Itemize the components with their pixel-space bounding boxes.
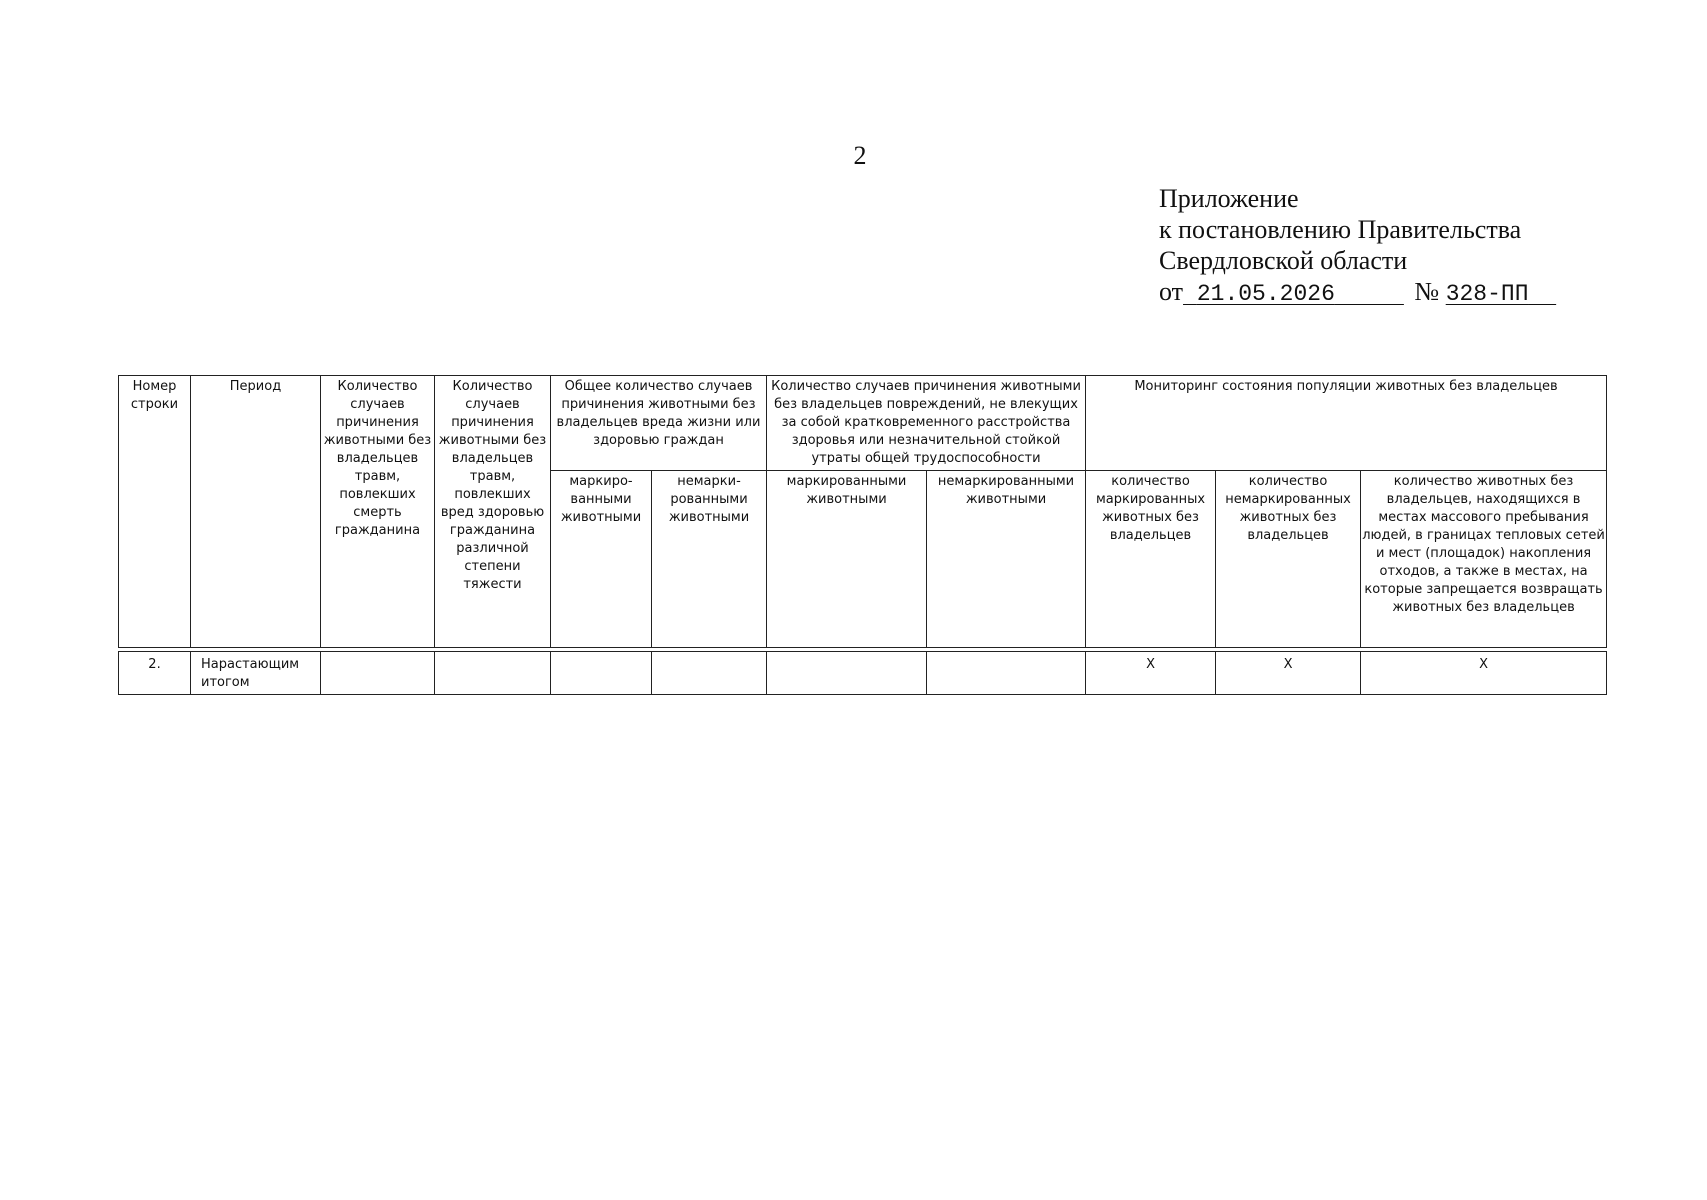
resolution-date [1183, 281, 1404, 307]
report-table [118, 375, 1607, 695]
date-prefix: от [1159, 277, 1184, 306]
appendix-resolution: к постановлению Правительства [1159, 215, 1522, 244]
cell-mon-places: X [1361, 652, 1607, 695]
cell-minor-marked [767, 652, 927, 695]
cell-row-number: 2. [119, 652, 191, 695]
table-header-row-1 [119, 376, 1607, 471]
header-total-unmarked: немарки-рованными животными [652, 471, 767, 648]
cell-harm [435, 652, 551, 695]
header-total-marked: маркиро-ванными животными [551, 471, 652, 648]
table-row [119, 652, 1607, 695]
appendix-block [1159, 183, 1579, 310]
header-minor-marked: маркированными животными [767, 471, 927, 648]
header-mon-places: количество животных без владельцев, находящихся в местах массового пребывания людей, в границах тепловых сетей и мест (площадок) накопления отходов, а также в местах, на которые запрещается возвращать животных без владельцев [1361, 471, 1607, 648]
header-harm: Количество случаев причинения животными без владельцев травм, повлекших вред здоровью гражданина различной степени тяжести [435, 376, 551, 648]
cell-period: Нарастающим итогом [191, 652, 321, 695]
appendix-title: Приложение [1159, 184, 1299, 213]
header-deaths: Количество случаев причинения животными без владельцев травм, повлекших смерть гражданина [321, 376, 435, 648]
page-number: 2 [853, 141, 867, 170]
header-row-number: Номер строки [119, 376, 191, 648]
header-mon-marked: количество маркированных животных без владельцев [1086, 471, 1216, 648]
header-mon-unmarked: количество немаркированных животных без владельцев [1216, 471, 1361, 648]
resolution-number-value: 328-ПП [1445, 281, 1529, 307]
header-monitoring: Мониторинг состояния популяции животных без владельцев [1086, 376, 1607, 471]
cell-mon-marked: X [1086, 652, 1216, 695]
cell-deaths [321, 652, 435, 695]
header-period: Период [191, 376, 321, 648]
resolution-number [1446, 281, 1556, 307]
cell-total-marked [551, 652, 652, 695]
header-total-harm: Общее количество случаев причинения животными без владельцев вреда жизни или здоровью граждан [551, 376, 767, 471]
header-minor-injuries: Количество случаев причинения животными без владельцев повреждений, не влекущих за собой кратковременного расстройства здоровья или незначительной стойкой утраты общей трудоспособности [767, 376, 1086, 471]
cell-minor-unmarked [927, 652, 1086, 695]
number-prefix: № [1414, 277, 1440, 306]
header-minor-unmarked: немаркированными животными [927, 471, 1086, 648]
appendix-region: Свердловской области [1159, 246, 1408, 275]
cell-total-unmarked [652, 652, 767, 695]
cell-mon-unmarked: X [1216, 652, 1361, 695]
resolution-date-value: 21.05.2026 [1196, 281, 1335, 307]
appendix-date-line [1159, 276, 1579, 310]
